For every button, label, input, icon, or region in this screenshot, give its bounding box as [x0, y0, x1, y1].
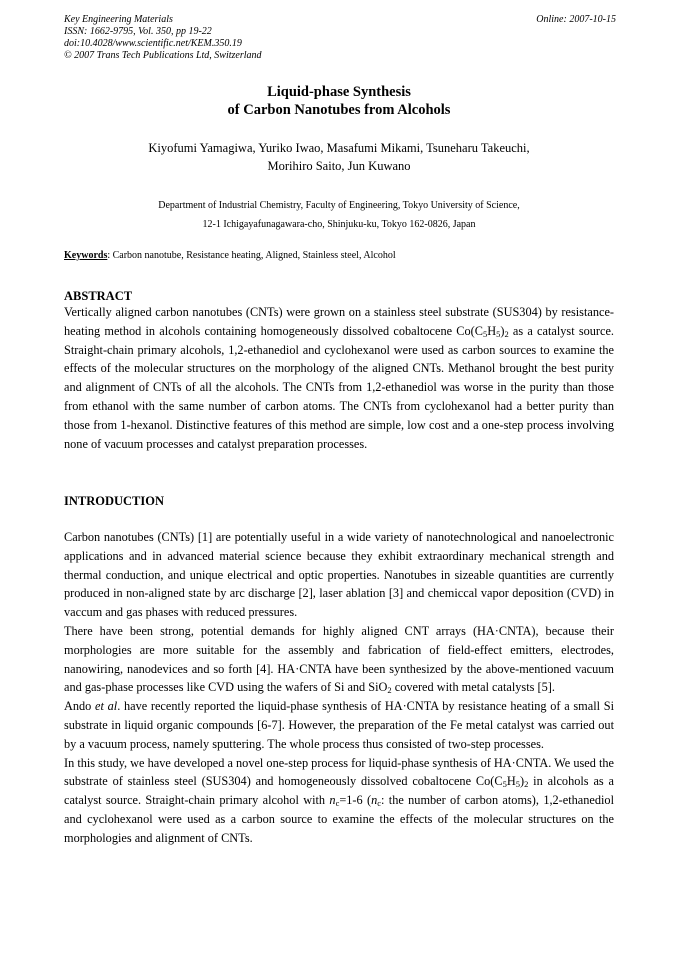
subscript: c: [335, 798, 340, 809]
title-line-2: of Carbon Nanotubes from Alcohols: [227, 102, 451, 118]
authors-line-2: Morihiro Saito, Jun Kuwano: [267, 159, 411, 173]
abstract-paragraph: [64, 303, 614, 453]
title-line-1: Liquid-phase Synthesis: [267, 84, 411, 100]
abstract-heading: ABSTRACT: [64, 289, 133, 303]
intro-p2-text-b: covered with metal catalysts [5].: [391, 680, 555, 695]
online-date: Online: 2007-10-15: [536, 14, 616, 25]
subscript: c: [377, 798, 382, 809]
intro-paragraph-3: [64, 697, 614, 753]
abstract-text-a: Vertically aligned carbon nanotubes (CNTs) were grown on a stainless steel substrate (SUS304) by resistance-heating method in alcohols containing homogeneously dissolved cobaltocene Co(C: [64, 305, 614, 338]
intro-p3-etal: et al: [95, 699, 118, 714]
intro-p4-text-f: : the number of carbon atoms), 1,2-ethanediol and cyclohexanol were used as a carbon source to examine the effects of the molecular structures on the morphologies and alignment of CNTs.: [64, 793, 614, 845]
authors-line-1: Kiyofumi Yamagiwa, Yuriko Iwao, Masafumi Mikami, Tsuneharu Takeuchi,: [148, 141, 530, 155]
author-list: [0, 139, 678, 175]
intro-p4-text-d: in alcohols as a catalyst source. Straight-chain primary alcohol with: [64, 774, 615, 808]
subscript: 5: [482, 328, 488, 339]
intro-p2-text-a: There have been strong, potential demands for highly aligned CNT arrays (HA·CNTA), because their morphologies are more suitable for the assembly and fabrication of field-effect emitters, electrodes, nanowiring, nanodevices and so forth [4]. HA·CNTA have been synthesized by the above-mentioned vacuum and gas-phase processes like CVD using the wafers of Si and SiO: [64, 623, 614, 695]
journal-doi[interactable]: doi:10.4028/www.scientific.net/KEM.350.19: [64, 38, 242, 49]
subscript: 2: [387, 685, 392, 696]
intro-p4-symbol-n: n: [371, 793, 378, 808]
keywords-text: : Carbon nanotube, Resistance heating, Aligned, Stainless steel, Alcohol: [107, 250, 396, 261]
journal-issn: ISSN: 1662-9795, Vol. 350, pp 19-22: [64, 26, 212, 37]
paper-title: [0, 83, 678, 119]
abstract-body: [64, 303, 614, 453]
affiliation: [0, 196, 678, 234]
intro-paragraph-1: Carbon nanotubes (CNTs) [1] are potentially useful in a wide variety of nanotechnological and nanoelectronic applications and in advanced material science because they exhibit extraordinary mechanical strength and thermal conduction, and unique electrical and optic properties. Nanotubes in sizeable quantities are currently produced in non-aligned state by arc discharge [2], laser ablation [3] and chemiccal vapor deposition (CVD) in vaccum and gas phases with reduced pressures.: [64, 530, 614, 620]
intro-p4-text-a: In this study, we have developed a novel one-step process for liquid-phase synthesis of HA·CNTA. We used the substrate of stainless steel (SUS304) and homogeneously dissolved cobaltocene Co(C: [64, 755, 614, 789]
introduction-heading: INTRODUCTION: [64, 494, 165, 508]
introduction-body: [64, 528, 614, 848]
journal-header: [64, 14, 616, 62]
keywords-label: Keywords: [64, 250, 108, 261]
abstract-text-d: as a catalyst source. Straight-chain primary alcohols, 1,2-ethanediol and cyclohexanol were used as carbon sources to examine the effects of the molecular structures on the morphology of the aligned CNTs. Methanol brought the best purity and alignment of CNTs of all the alcohols. The CNTs from 1,2-ethanediol was worse in the purity than those from ethanol with the same number of carbon atoms. The CNTs from cyclohexanol had a better purity than those from 1-hexanol. Distinctive features of this method are simple, low cost and a one-step process involving none of vacuum processes and catalyst preparation processes.: [64, 323, 614, 451]
intro-paragraph-2: [64, 622, 614, 697]
affiliation-line-1: Department of Industrial Chemistry, Faculty of Engineering, Tokyo University of Science,: [158, 200, 520, 211]
intro-p4-text-b: H: [506, 774, 516, 789]
intro-p4-text-c: ): [519, 774, 525, 789]
abstract-text-c: ): [500, 323, 505, 338]
subscript: 2: [504, 328, 509, 339]
intro-p3-author: Ando: [64, 699, 96, 714]
affiliation-line-2: 12-1 Ichigayafunagawara-cho, Shinjuku-ku, Tokyo 162-0826, Japan: [202, 219, 476, 230]
intro-paragraph-4: [64, 754, 614, 848]
subscript: 5: [515, 779, 520, 790]
journal-info: [64, 14, 262, 62]
subscript: 5: [496, 328, 501, 339]
intro-p4-symbol-n: n: [329, 793, 336, 808]
subscript: 5: [502, 779, 507, 790]
keywords: [64, 249, 616, 263]
abstract-text-b: H: [487, 323, 497, 338]
intro-p4-text-e: =1-6 (: [339, 793, 372, 808]
subscript: 2: [524, 779, 529, 790]
journal-copyright: © 2007 Trans Tech Publications Ltd, Switzerland: [64, 50, 262, 61]
intro-p3-text: . have recently reported the liquid-phase synthesis of HA·CNTA by resistance heating of a small Si substrate in liquid organic compounds [6-7]. However, the preparation of the Fe metal catalyst was carried out by a vacuum process, namely sputtering. The whole process thus consisted of two-step processes.: [64, 699, 614, 751]
journal-name: Key Engineering Materials: [64, 14, 173, 25]
